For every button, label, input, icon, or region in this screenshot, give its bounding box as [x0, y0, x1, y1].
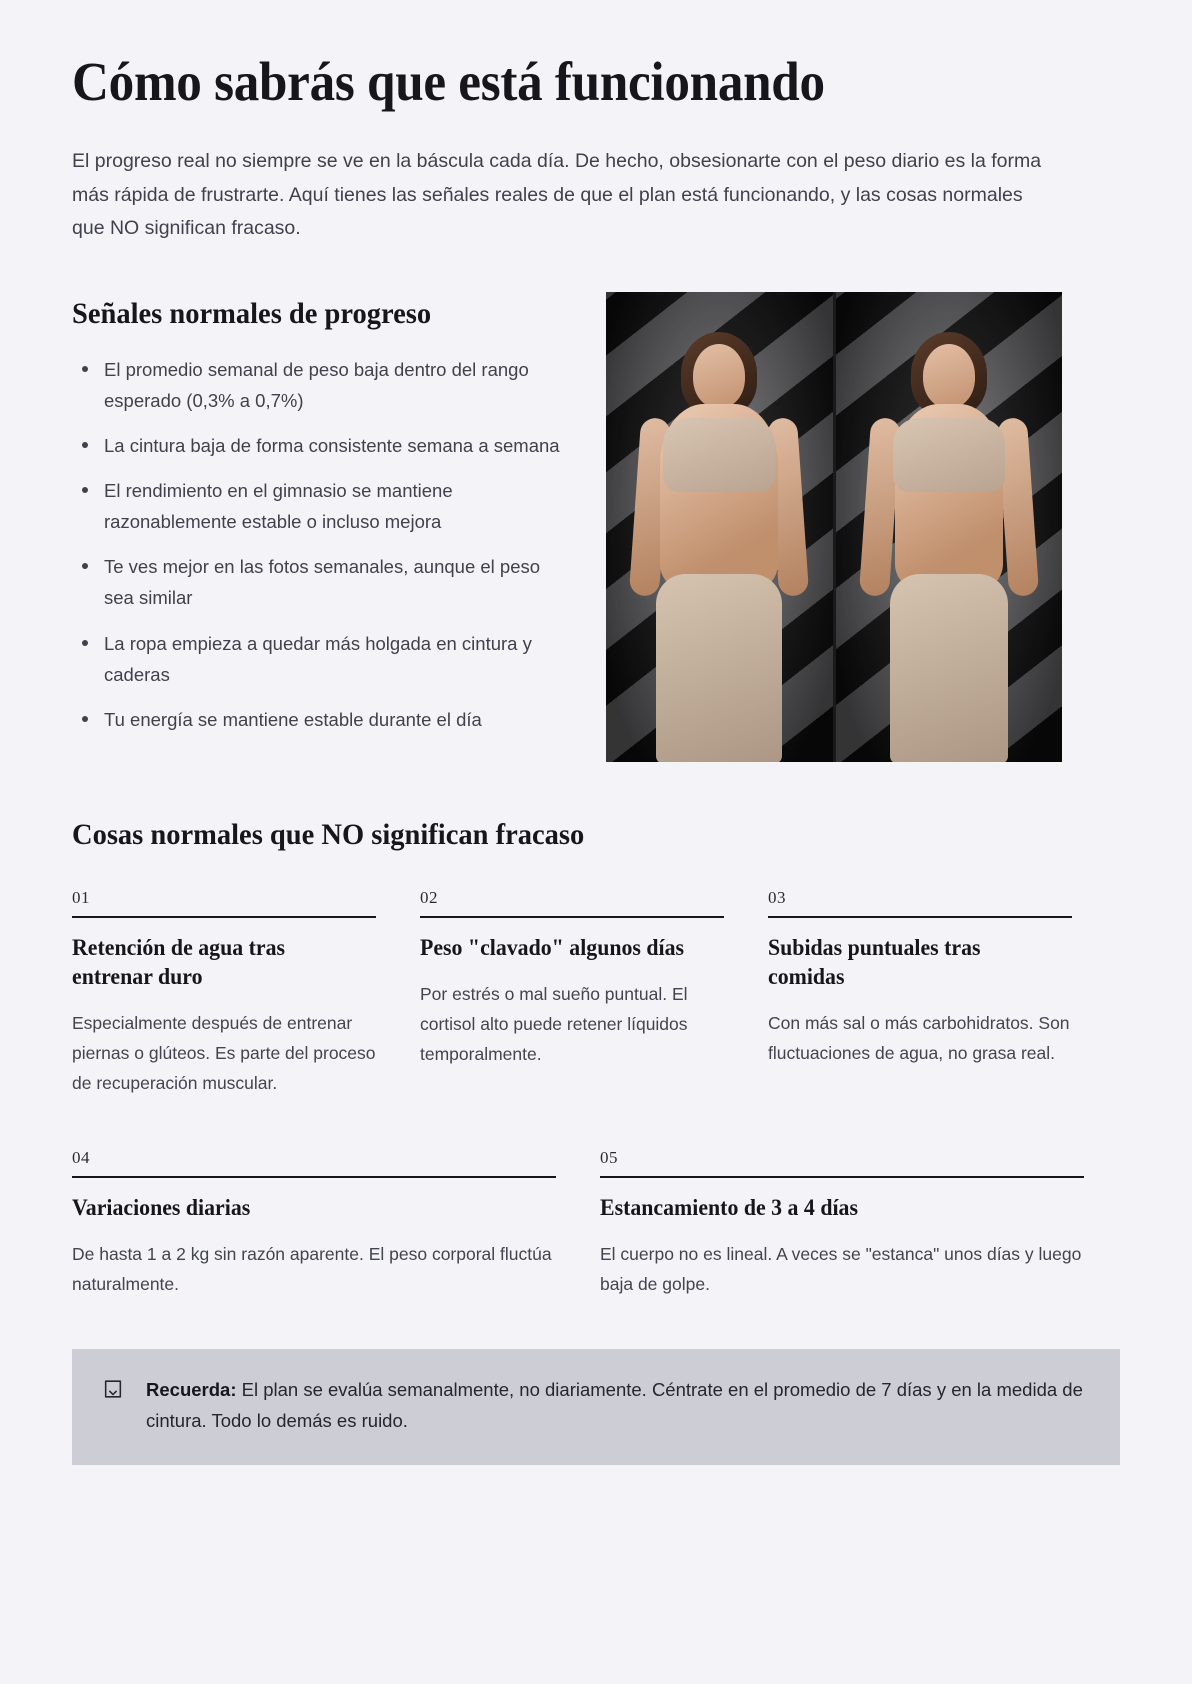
signals-heading: Señales normales de progreso: [72, 296, 432, 330]
intro-paragraph: El progreso real no siempre se ve en la báscula cada día. De hecho, obsesionarte con el peso diario es la forma más rápida de frustrarte. Aquí tienes las señales reales de que el plan está funcionando, y las cosas normales que NO significan fracaso.: [72, 150, 1042, 240]
figure-silhouette: [629, 322, 809, 762]
card-title: Subidas puntuales tras comidas: [768, 934, 981, 989]
card-number: 02: [420, 888, 724, 918]
list-item: Te ves mejor en las fotos semanales, aunque el peso sea similar: [72, 551, 572, 613]
list-item: La cintura baja de forma consistente semana a semana: [72, 430, 572, 461]
card-title: Estancamiento de 3 a 4 días: [600, 1195, 858, 1221]
card-body: Especialmente después de entrenar piernas o glúteos. Es parte del proceso de recuperación muscular.: [72, 1012, 376, 1094]
card-number: 04: [72, 1148, 556, 1178]
card-number: 03: [768, 888, 1072, 918]
figure-sports-top: [893, 418, 1005, 492]
list-item: El promedio semanal de peso baja dentro del rango esperado (0,3% a 0,7%): [72, 354, 572, 416]
card-title: Retención de agua tras entrenar duro: [72, 934, 286, 989]
figure-silhouette: [859, 322, 1039, 762]
card-title: Peso "clavado" algunos días: [420, 934, 685, 960]
card-03: [768, 888, 1072, 1098]
no-failure-card-row-1: [72, 888, 1120, 1098]
card-02: [420, 888, 724, 1098]
callout-body: El plan se evalúa semanalmente, no diariamente. Céntrate en el promedio de 7 días y en la medida de cintura. Todo lo demás es ruido.: [146, 1379, 1083, 1432]
figure-head: [923, 344, 975, 408]
photo-before: [606, 292, 833, 762]
no-failure-card-row-2: [72, 1148, 1120, 1299]
card-number: 05: [600, 1148, 1084, 1178]
card-number: 01: [72, 888, 376, 918]
page-title: Cómo sabrás que está funcionando: [72, 51, 825, 112]
remember-callout: [72, 1349, 1120, 1464]
list-item: Tu energía se mantiene estable durante el día: [72, 704, 572, 735]
signals-section: [72, 292, 1120, 762]
before-after-photo: [606, 292, 1062, 762]
figure-legs: [890, 574, 1008, 762]
no-failure-heading: Cosas normales que NO significan fracaso: [72, 817, 585, 851]
photo-after: [836, 292, 1063, 762]
figure-legs: [656, 574, 782, 762]
list-item: El rendimiento en el gimnasio se mantiene razonablemente estable o incluso mejora: [72, 475, 572, 537]
note-icon: [102, 1378, 124, 1405]
list-item: La ropa empieza a quedar más holgada en cintura y caderas: [72, 628, 572, 690]
card-body: De hasta 1 a 2 kg sin razón aparente. El peso corporal fluctúa naturalmente.: [72, 1244, 552, 1295]
card-04: [72, 1148, 556, 1299]
figure-head: [693, 344, 745, 408]
signals-list: [72, 354, 572, 735]
card-05: [600, 1148, 1084, 1299]
callout-lead: Recuerda:: [146, 1379, 237, 1401]
card-01: [72, 888, 376, 1098]
card-body: Por estrés o mal sueño puntual. El cortisol alto puede retener líquidos temporalmente.: [420, 983, 688, 1065]
callout-text: [146, 1375, 1090, 1436]
card-body: El cuerpo no es lineal. A veces se "estanca" unos días y luego baja de golpe.: [600, 1244, 1082, 1295]
card-body: Con más sal o más carbohidratos. Son fluctuaciones de agua, no grasa real.: [768, 1012, 1070, 1064]
card-title: Variaciones diarias: [72, 1195, 251, 1221]
figure-sports-top: [663, 418, 775, 492]
signals-column: [72, 292, 572, 735]
